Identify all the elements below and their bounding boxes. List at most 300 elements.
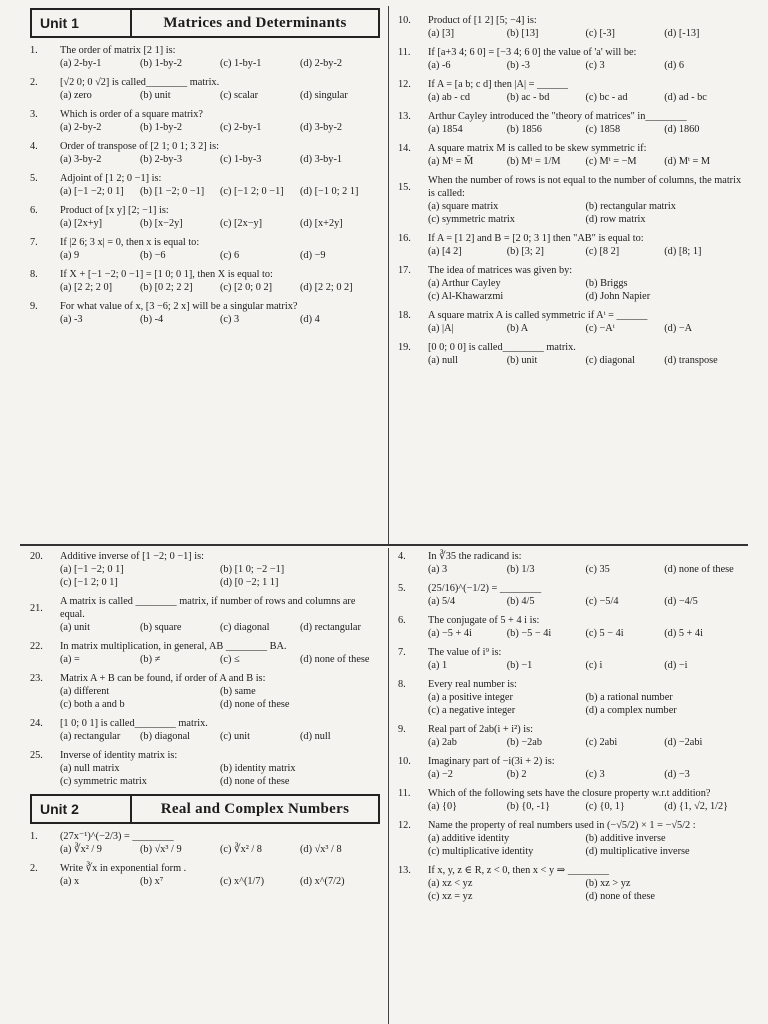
question-item	[398, 755, 743, 781]
options-row	[30, 563, 380, 589]
answer-option: (c) diagonal	[585, 355, 635, 366]
question-text: When the number of rows is not equal to the number of columns, the matrix is called:	[428, 175, 742, 199]
answer-option: (d) a complex number	[585, 705, 677, 716]
question-row	[398, 14, 743, 27]
question-row	[30, 300, 380, 313]
question-row	[398, 78, 743, 91]
left-bottom-column	[30, 550, 380, 894]
answer-option: (c) ≤	[220, 654, 240, 665]
question-number: 7.	[30, 237, 38, 248]
options-row	[30, 249, 380, 262]
answer-option: (c) [8 2]	[585, 246, 620, 257]
answer-option: (c) unit	[220, 731, 251, 742]
answer-option: (c) 35	[585, 564, 610, 575]
column-divider-bottom	[388, 548, 389, 1024]
question-number: 11.	[398, 47, 411, 58]
options-row	[30, 281, 380, 294]
answer-option: (b) Briggs	[585, 278, 628, 289]
question-text: (25/16)^(−1/2) = ________	[428, 583, 542, 594]
answer-option: (d) −i	[664, 660, 688, 671]
answer-option: (b) 1-by-2	[140, 122, 183, 133]
question-item	[398, 142, 743, 168]
options-row	[30, 313, 380, 326]
question-number: 9.	[30, 301, 38, 312]
answer-option: (a) square matrix	[428, 201, 499, 212]
answer-option: (d) rectangular	[300, 622, 361, 633]
question-number: 4.	[30, 141, 38, 152]
question-text: Arthur Cayley introduced the "theory of matrices" in________	[428, 111, 687, 122]
answer-option: (b) a rational number	[585, 692, 673, 703]
question-text: [1 0; 0 1] is called________ matrix.	[60, 718, 208, 729]
answer-option: (a) −2	[428, 769, 453, 780]
answer-option: (c) multiplicative identity	[428, 846, 534, 857]
question-text: Every real number is:	[428, 679, 517, 690]
question-item	[30, 830, 380, 856]
question-row	[30, 595, 380, 621]
question-text: If [a+3 4; 6 0] = [−3 4; 6 0] the value of 'a' will be:	[428, 47, 637, 58]
answer-option: (c) scalar	[220, 90, 259, 101]
answer-option: (c) [−1 2; 0 −1]	[220, 186, 284, 197]
answer-option: (d) √x³ / 8	[300, 844, 342, 855]
question-row	[30, 204, 380, 217]
answer-option: (a) [3]	[428, 28, 455, 39]
answer-option: (a) 2-by-2	[60, 122, 102, 133]
question-text: A square matrix M is called to be skew symmetric if:	[428, 143, 647, 154]
question-text: Which is order of a square matrix?	[60, 109, 203, 120]
question-item	[398, 864, 743, 903]
question-row	[30, 44, 380, 57]
question-text: If X + [−1 −2; 0 −1] = [1 0; 0 1], then X is equal to:	[60, 269, 273, 280]
question-number: 16.	[398, 233, 411, 244]
answer-option: (c) symmetric matrix	[60, 776, 147, 787]
answer-option: (a) ∛x² / 9	[60, 844, 102, 855]
answer-option: (c) x^(1/7)	[220, 876, 264, 887]
options-row	[30, 762, 380, 788]
question-row	[30, 172, 380, 185]
question-number: 6.	[30, 205, 38, 216]
options-row	[398, 768, 743, 781]
question-text: Product of [x y] [2; −1] is:	[60, 205, 169, 216]
unit1-number: Unit 1	[32, 10, 132, 36]
answer-option: (b) unit	[140, 90, 171, 101]
question-item	[398, 341, 743, 367]
question-row	[30, 862, 380, 875]
answer-option: (a) a positive integer	[428, 692, 513, 703]
question-text: Real part of 2ab(i + i²) is:	[428, 724, 533, 735]
answer-option: (d) [0 −2; 1 1]	[220, 577, 279, 588]
question-row	[398, 678, 743, 691]
answer-option: (a) unit	[60, 622, 91, 633]
question-row	[398, 232, 743, 245]
question-item	[30, 595, 380, 634]
question-text: Imaginary part of −i(3i + 2) is:	[428, 756, 555, 767]
answer-option: (d) null	[300, 731, 331, 742]
answer-option: (d) 3-by-2	[300, 122, 343, 133]
answer-option: (b) −5 − 4i	[506, 628, 552, 639]
answer-option: (c) symmetric matrix	[428, 214, 515, 225]
answer-option: (a) xz < yz	[428, 878, 473, 889]
answer-option: (b) [1 −2; 0 −1]	[140, 186, 205, 197]
answer-option: (b) rectangular matrix	[585, 201, 676, 212]
question-number: 3.	[30, 109, 38, 120]
answer-option: (b) -4	[140, 314, 164, 325]
question-item	[398, 582, 743, 608]
answer-option: (c) 5 − 4i	[585, 628, 624, 639]
answer-option: (c) Al-Khawarzmi	[428, 291, 504, 302]
answer-option: (a) -3	[60, 314, 83, 325]
question-item	[398, 78, 743, 104]
answer-option: (b) identity matrix	[220, 763, 296, 774]
question-number: 21.	[30, 602, 43, 614]
answer-option: (d) row matrix	[585, 214, 646, 225]
answer-option: (d) {1, √2, 1/2}	[664, 801, 729, 812]
question-item	[398, 309, 743, 335]
answer-option: (d) 4	[300, 314, 320, 325]
options-row	[398, 322, 743, 335]
answer-option: (a) [2 2; 2 0]	[60, 282, 113, 293]
answer-option: (d) [2 2; 0 2]	[300, 282, 353, 293]
question-number: 19.	[398, 342, 411, 353]
answer-option: (b) [13]	[506, 28, 539, 39]
answer-option: (a) -6	[428, 60, 451, 71]
question-text: Matrix A + B can be found, if order of A and B is:	[60, 673, 266, 684]
options-row	[398, 27, 743, 40]
answer-option: (b) [0 2; 2 2]	[140, 282, 193, 293]
question-number: 12.	[398, 79, 411, 90]
options-row	[398, 155, 743, 168]
options-row	[30, 217, 380, 230]
question-row	[398, 755, 743, 768]
question-number: 2.	[30, 77, 38, 88]
answer-option: (c) diagonal	[220, 622, 270, 633]
question-text: Write ∛x in exponential form .	[60, 863, 187, 874]
answer-option: (c) Mᵗ = −M	[585, 156, 637, 167]
answer-option: (c) 1-by-3	[220, 154, 262, 165]
options-row	[30, 185, 380, 198]
answer-option: (d) −A	[664, 323, 693, 334]
question-item	[30, 640, 380, 666]
answer-option: (d) [8; 1]	[664, 246, 702, 257]
page-section-divider	[20, 544, 748, 546]
question-item	[398, 787, 743, 813]
answer-option: (c) 2abi	[585, 737, 618, 748]
answer-option: (b) √x³ / 9	[140, 844, 182, 855]
answer-option: (d) none of these	[664, 564, 734, 575]
answer-option: (b) additive inverse	[585, 833, 666, 844]
answer-option: (d) none of these	[300, 654, 370, 665]
answer-option: (b) 2-by-3	[140, 154, 183, 165]
question-item	[30, 749, 380, 788]
question-row	[30, 108, 380, 121]
answer-option: (d) 3-by-1	[300, 154, 343, 165]
right-top-questions	[398, 8, 743, 367]
answer-option: (d) none of these	[585, 891, 655, 902]
unit2-questions	[30, 830, 380, 888]
answer-option: (a) Arthur Cayley	[428, 278, 501, 289]
question-number: 23.	[30, 673, 43, 684]
answer-option: (d) −9	[300, 250, 326, 261]
question-text: If A = [1 2] and B = [2 0; 3 1] then "AB" is equal to:	[428, 233, 644, 244]
question-text: The order of matrix [2 1] is:	[60, 45, 176, 56]
answer-option: (d) 6	[664, 60, 684, 71]
answer-option: (c) xz = yz	[428, 891, 473, 902]
question-number: 13.	[398, 865, 411, 876]
question-row	[398, 787, 743, 800]
question-number: 2.	[30, 863, 38, 874]
question-row	[30, 76, 380, 89]
question-item	[398, 646, 743, 672]
right-bottom-questions	[398, 550, 743, 903]
question-item	[30, 108, 380, 134]
question-text: Inverse of identity matrix is:	[60, 750, 178, 761]
question-item	[30, 140, 380, 166]
question-row	[398, 174, 743, 200]
answer-option: (b) 2	[506, 769, 527, 780]
answer-option: (a) [4 2]	[428, 246, 462, 257]
question-row	[398, 582, 743, 595]
question-text: Additive inverse of [1 −2; 0 −1] is:	[60, 551, 205, 562]
answer-option: (c) 6	[220, 250, 240, 261]
options-row	[30, 153, 380, 166]
options-row	[398, 627, 743, 640]
answer-option: (a) different	[60, 686, 110, 697]
question-number: 10.	[398, 15, 411, 26]
answer-option: (a) 3-by-2	[60, 154, 102, 165]
question-item	[30, 76, 380, 102]
answer-option: (a) additive identity	[428, 833, 510, 844]
question-text: (27x⁻¹)^(−2/3) = ________	[60, 831, 174, 842]
question-number: 14.	[398, 143, 411, 154]
question-row	[30, 268, 380, 281]
answer-option: (a) ab - cd	[428, 92, 471, 103]
question-text: Product of [1 2] [5; −4] is:	[428, 15, 537, 26]
answer-option: (c) [2x−y]	[220, 218, 263, 229]
question-text: The idea of matrices was given by:	[428, 265, 573, 276]
options-row	[30, 121, 380, 134]
question-item	[398, 46, 743, 72]
question-item	[398, 110, 743, 136]
question-text: If |2 6; 3 x| = 0, then x is equal to:	[60, 237, 200, 248]
answer-option: (a) 3	[428, 564, 448, 575]
question-item	[30, 862, 380, 888]
options-row	[398, 595, 743, 608]
question-item	[30, 672, 380, 711]
question-number: 4.	[398, 551, 406, 562]
question-row	[398, 309, 743, 322]
answer-option: (a) Mᵗ = M̄	[428, 156, 474, 167]
options-row	[30, 653, 380, 666]
unit1-title: Matrices and Determinants	[163, 14, 347, 31]
answer-option: (b) [3; 2]	[506, 246, 544, 257]
question-item	[398, 550, 743, 576]
question-number: 15.	[398, 181, 411, 193]
options-row	[398, 91, 743, 104]
options-row	[398, 877, 743, 903]
question-row	[30, 550, 380, 563]
left-top-column	[30, 8, 380, 332]
answer-option: (b) {0, -1}	[506, 801, 551, 812]
answer-option: (b) x⁷	[140, 876, 164, 887]
question-text: If x, y, z ∈ R, z < 0, then x < y ⇒ ________	[428, 865, 610, 876]
question-row	[398, 864, 743, 877]
options-row	[398, 245, 743, 258]
answer-option: (c) −Aᵗ	[585, 323, 615, 334]
answer-option: (d) Mᵗ = M	[664, 156, 711, 167]
question-item	[30, 550, 380, 589]
options-row	[398, 200, 743, 226]
right-top-column	[398, 8, 743, 373]
answer-option: (d) [x+2y]	[300, 218, 343, 229]
question-text: If A = [a b; c d] then |A| = ______	[428, 79, 568, 90]
question-row	[398, 46, 743, 59]
answer-option: (a) 1	[428, 660, 448, 671]
question-text: In ∛35 the radicand is:	[428, 551, 522, 562]
question-text: In matrix multiplication, in general, AB ________ BA.	[60, 641, 287, 652]
answer-option: (a) |A|	[428, 323, 454, 334]
question-text: The value of i⁹ is:	[428, 647, 502, 658]
question-item	[30, 268, 380, 294]
answer-option: (a) [2x+y]	[60, 218, 103, 229]
question-text: For what value of x, [3 −6; 2 x] will be a singular matrix?	[60, 301, 298, 312]
answer-option: (b) -3	[506, 60, 530, 71]
answer-option: (c) bc - ad	[585, 92, 628, 103]
answer-option: (b) Mᵗ = 1/M	[506, 156, 561, 167]
answer-option: (a) −5 + 4i	[428, 628, 472, 639]
answer-option: (c) 1858	[585, 124, 621, 135]
answer-option: (c) 3	[220, 314, 240, 325]
question-number: 17.	[398, 265, 411, 276]
question-text: Adjoint of [1 2; 0 −1] is:	[60, 173, 162, 184]
question-number: 22.	[30, 641, 43, 652]
options-row	[30, 730, 380, 743]
answer-option: (d) −3	[664, 769, 690, 780]
question-row	[30, 640, 380, 653]
options-row	[30, 89, 380, 102]
question-number: 18.	[398, 310, 411, 321]
answer-option: (b) 4/5	[506, 596, 535, 607]
answer-option: (d) transpose	[664, 355, 718, 366]
question-item	[398, 14, 743, 40]
answer-option: (c) both a and b	[60, 699, 125, 710]
question-number: 9.	[398, 724, 406, 735]
answer-option: (b) 1856	[506, 124, 542, 135]
answer-option: (b) [1 0; −2 −1]	[220, 564, 285, 575]
options-row	[398, 123, 743, 136]
question-number: 8.	[30, 269, 38, 280]
options-row	[398, 354, 743, 367]
answer-option: (a) [−1 −2; 0 1]	[60, 186, 124, 197]
question-row	[30, 749, 380, 762]
question-item	[398, 819, 743, 858]
question-number: 20.	[30, 551, 43, 562]
answer-option: (c) [−1 2; 0 1]	[60, 577, 118, 588]
options-row	[30, 57, 380, 70]
answer-option: (d) 1860	[664, 124, 700, 135]
answer-option: (b) 1-by-2	[140, 58, 183, 69]
question-item	[398, 723, 743, 749]
answer-option: (b) unit	[506, 355, 538, 366]
options-row	[398, 563, 743, 576]
answer-option: (b) ≠	[140, 654, 161, 665]
answer-option: (a) {0}	[428, 801, 458, 812]
answer-option: (a) [−1 −2; 0 1]	[60, 564, 124, 575]
question-number: 5.	[30, 173, 38, 184]
options-row	[30, 875, 380, 888]
answer-option: (b) ac - bd	[506, 92, 550, 103]
question-row	[398, 142, 743, 155]
answer-option: (a) x	[60, 876, 80, 887]
answer-option: (d) [−1 0; 2 1]	[300, 186, 359, 197]
question-row	[398, 264, 743, 277]
column-divider-top	[388, 6, 389, 544]
question-number: 1.	[30, 45, 38, 56]
answer-option: (a) null	[428, 355, 459, 366]
answer-option: (a) 1854	[428, 124, 463, 135]
answer-option: (a) rectangular	[60, 731, 121, 742]
answer-option: (a) 2-by-1	[60, 58, 102, 69]
question-number: 7.	[398, 647, 406, 658]
left-bottom-questions	[30, 550, 380, 788]
options-row	[398, 277, 743, 303]
answer-option: (c) 1-by-1	[220, 58, 262, 69]
question-number: 13.	[398, 111, 411, 122]
answer-option: (a) 2ab	[428, 737, 457, 748]
options-row	[398, 736, 743, 749]
answer-option: (d) singular	[300, 90, 348, 101]
question-number: 24.	[30, 718, 43, 729]
answer-option: (b) A	[506, 323, 529, 334]
unit2-number: Unit 2	[32, 796, 132, 822]
answer-option: (d) −2abi	[664, 737, 703, 748]
answer-option: (d) 2-by-2	[300, 58, 343, 69]
answer-option: (b) −1	[506, 660, 533, 671]
question-item	[30, 300, 380, 326]
question-row	[398, 646, 743, 659]
options-row	[30, 685, 380, 711]
question-text: Name the property of real numbers used in (−√5/2) × 1 = −√5/2 :	[428, 820, 696, 831]
question-text: [0 0; 0 0] is called________ matrix.	[428, 342, 576, 353]
answer-option: (c) a negative integer	[428, 705, 516, 716]
question-row	[30, 830, 380, 843]
question-text: Order of transpose of [2 1; 0 1; 3 2] is:	[60, 141, 219, 152]
question-item	[30, 204, 380, 230]
question-row	[30, 717, 380, 730]
question-item	[398, 678, 743, 717]
question-item	[30, 717, 380, 743]
left-top-questions	[30, 44, 380, 326]
question-row	[398, 341, 743, 354]
answer-option: (d) 5 + 4i	[664, 628, 703, 639]
answer-option: (b) −6	[140, 250, 166, 261]
answer-option: (d) [-13]	[664, 28, 700, 39]
answer-option: (a) 9	[60, 250, 80, 261]
question-text: A matrix is called ________ matrix, if number of rows and columns are equal.	[60, 596, 356, 620]
answer-option: (c) 3	[585, 769, 605, 780]
answer-option: (d) x^(7/2)	[300, 876, 345, 887]
question-text: Which of the following sets have the closure property w.r.t addition?	[428, 788, 711, 799]
question-item	[398, 174, 743, 226]
question-number: 1.	[30, 831, 38, 842]
options-row	[398, 800, 743, 813]
question-item	[30, 44, 380, 70]
question-text: The conjugate of 5 + 4 i is:	[428, 615, 540, 626]
question-item	[398, 614, 743, 640]
question-item	[30, 236, 380, 262]
question-text: A square matrix A is called symmetric if Aᵗ = ______	[428, 310, 648, 321]
answer-option: (d) John Napier	[585, 291, 651, 302]
right-bottom-column	[398, 550, 743, 909]
answer-option: (c) 2-by-1	[220, 122, 262, 133]
